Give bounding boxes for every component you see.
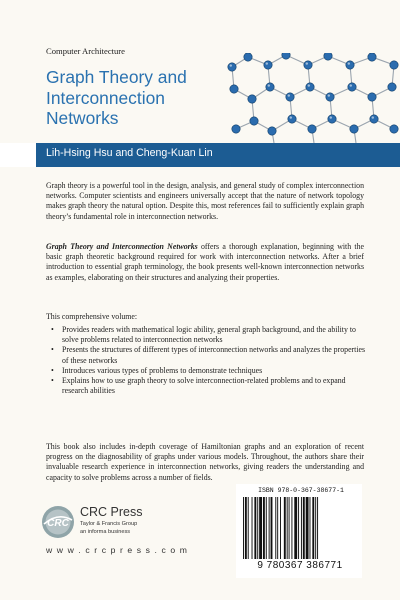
- isbn-label: ISBN 978-0-367-38677-1: [258, 487, 344, 494]
- list-item: • Explains how to use graph theory to solve interconnection-related problems and to expand research abilities: [46, 376, 366, 396]
- inline-book-title: Graph Theory and Interconnection Networks: [46, 242, 198, 251]
- barcode-bar: [263, 497, 265, 559]
- author-band: [0, 143, 400, 167]
- barcode-bar: [303, 497, 305, 559]
- book-title: Graph Theory and Interconnection Networks: [46, 67, 187, 128]
- barcode-bar: [287, 497, 288, 559]
- publisher-url: w w w . c r c p r e s s . c o m: [46, 545, 189, 555]
- barcode-bar: [269, 497, 270, 559]
- barcode-bar: [291, 497, 292, 559]
- barcode-bar: [271, 497, 273, 559]
- barcode-bar: [289, 497, 290, 559]
- barcode-bar: [312, 497, 314, 559]
- volume-intro: This comprehensive volume:: [46, 312, 138, 321]
- barcode-bar: [252, 497, 253, 559]
- crc-logo-icon: [40, 504, 76, 540]
- barcode-bar: [259, 497, 262, 559]
- barcode-bar: [254, 497, 256, 559]
- barcode-bar: [294, 497, 297, 559]
- barcode-bar: [317, 497, 318, 559]
- description-paragraph-2: [46, 242, 364, 283]
- barcode-bar: [298, 497, 299, 559]
- series-label: Computer Architecture: [46, 46, 125, 56]
- publisher-name: CRC Press: [80, 505, 143, 519]
- network-graph-image: [224, 53, 400, 143]
- band-accent: [0, 143, 36, 167]
- barcode-bar: [257, 497, 258, 559]
- barcode-bar: [245, 497, 247, 559]
- isbn-digits: 9 780367 386771: [257, 560, 343, 571]
- author-names: Lih-Hsing Hsu and Cheng-Kuan Lin: [46, 147, 213, 159]
- barcode-bar: [275, 497, 276, 559]
- barcode-bar: [266, 497, 267, 559]
- barcode-bar: [301, 497, 302, 559]
- description-paragraph-1: Graph theory is a powerful tool in the design, analysis, and general study of complex interconnection networks. Computer scientists and engineers universally accept that the nature of network topology makes graph theory the natural option. Despite this, most references fail to sufficiently explain graph theory’s fundamental role in interconnection networks.: [46, 181, 364, 221]
- feature-list: [46, 325, 366, 396]
- barcode-bar: [315, 497, 316, 559]
- paragraph-2-text: offers a thorough explanation, beginning with the basic graph theoretic background required for work with interconnection networks. After a brief introduction to essential graph terminology, the book presents well-known interconnection networks as examples, elaborating on their structures and analyzing their properties.: [46, 242, 364, 282]
- logo-text: CRC: [47, 518, 69, 529]
- barcode-bar: [277, 497, 278, 559]
- barcode-image: [241, 497, 361, 559]
- list-item: • Presents the structures of different types of interconnection networks and analyzes the properties of these networks: [46, 345, 366, 365]
- publisher-group: Taylor & Francis Group: [80, 521, 138, 527]
- barcode-bar: [310, 497, 311, 559]
- barcode-bar: [243, 497, 244, 559]
- list-item: • Provides readers with mathematical logic ability, general graph background, and the ability to solve problems related to interconnection networks: [46, 325, 366, 345]
- barcode-bar: [248, 497, 249, 559]
- barcode-bar: [284, 497, 286, 559]
- barcode-bar: [280, 497, 281, 559]
- list-item: • Introduces various types of problems to demonstrate techniques: [46, 366, 366, 376]
- description-paragraph-4: This book also includes in-depth coverage of Hamiltonian graphs and an exploration of recent progress on the diagnosability of graphs under various models. Throughout, the authors share their invaluable research experience in interconnection networks, giving readers the understanding and capacity to solve problems across a number of fields.: [46, 442, 364, 482]
- barcode-bar: [306, 497, 309, 559]
- publisher-business: an informa business: [80, 529, 131, 535]
